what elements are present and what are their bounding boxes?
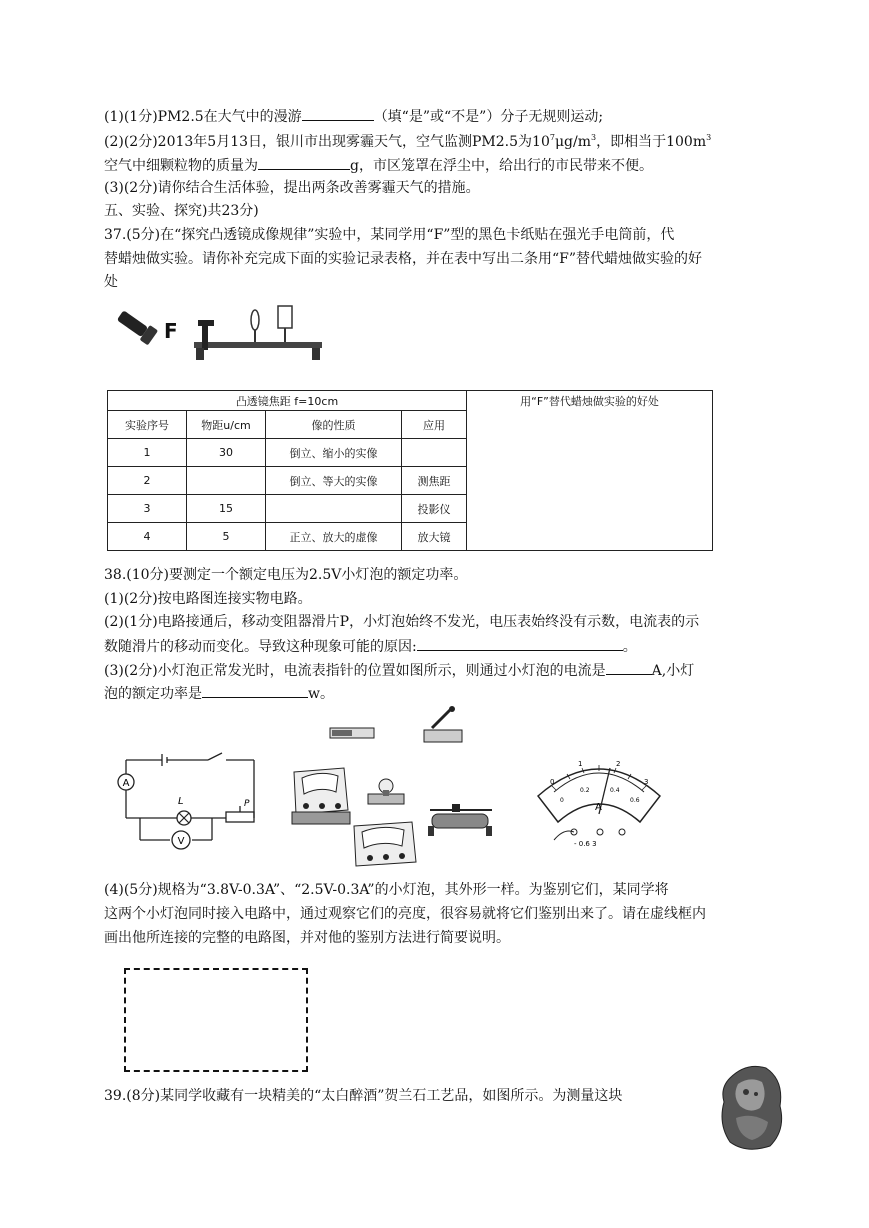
lamp-symbol — [177, 796, 191, 825]
q37-line1: 37.(5分)在“探究凸透镜成像规律”实验中，某同学用“F”型的黑色卡纸贴在强光手电筒前，代 — [104, 227, 675, 243]
column-header: 实验序号 — [108, 411, 187, 439]
flashlight-icon — [115, 308, 158, 346]
bench-icon — [194, 306, 322, 360]
ammeter-symbol — [118, 774, 134, 790]
answer-blank[interactable] — [202, 683, 308, 698]
q38-part4-line2: 这两个小灯泡同时接入电路中，通过观察它们的亮度，很容易就将它们鉴别出来了。请在虚线框内 — [104, 906, 706, 922]
section-heading: 五、实验、探究)共23分) — [104, 203, 259, 219]
q36-part1: (1)(1分)PM2.5在大气中的漫游 （填“是”或“不是”）分子无规则运动; — [104, 106, 603, 127]
slider-label: P — [244, 799, 250, 809]
table-row: 4 5 正立、放大的虚像 放大镜 — [108, 523, 713, 551]
column-header: 物距u/cm — [187, 411, 266, 439]
svg-text:0: 0 — [560, 797, 564, 804]
table-title: 凸透镜焦距 f=10cm — [108, 391, 467, 411]
svg-text:3: 3 — [644, 778, 649, 786]
terminals-icon — [554, 829, 625, 840]
lamp-holder-icon — [368, 779, 404, 804]
q38-part3-line1: (3)(2分)小灯泡正常发光时，电流表指针的位置如图所示，则通过小灯泡的电流是 A,小灯 — [104, 660, 694, 681]
q36-part2-cont: 空气中细颗粒物的质量为 g，市区笼罩在浮尘中，给出行的市民带来不便。 — [104, 155, 653, 176]
voltmeter-device-icon — [354, 822, 416, 866]
battery-icon — [330, 728, 374, 738]
svg-text:0.6: 0.6 — [630, 797, 640, 804]
q38-part2-line1: (2)(1分)电路接通后，移动变阻器滑片P，小灯泡始终不发光，电压表始终没有示数，电流表的示 — [104, 614, 700, 630]
answer-blank[interactable] — [417, 636, 623, 651]
optical-bench-figure — [112, 298, 327, 364]
svg-text:V: V — [177, 836, 185, 847]
q37-line3: 处 — [104, 274, 118, 290]
switch-icon — [424, 706, 462, 742]
advantage-header: 用“F”替代蜡烛做实验的好处 — [520, 395, 659, 408]
f-letter: F — [164, 319, 178, 343]
q38-part1: (1)(2分)按电路图连接实物电路。 — [104, 591, 312, 607]
answer-blank[interactable] — [302, 106, 374, 121]
q38-part4-line3: 画出他所连接的完整的电路图，并对他的鉴别方法进行简要说明。 — [104, 930, 510, 946]
q38-part2-line2: 数随滑片的移动而变化。导致这种现象可能的原因: 。 — [104, 636, 637, 657]
answer-blank[interactable] — [258, 155, 350, 170]
q38-part3-line2: 泡的额定功率是 w。 — [104, 683, 334, 704]
table-row: 3 15 投影仪 — [108, 495, 713, 523]
table-row: 2 倒立、等大的实像 测焦距 — [108, 467, 713, 495]
column-header: 应用 — [402, 411, 467, 439]
q38-part4-line1: (4)(5分)规格为“3.8V-0.3A”、“2.5V-0.3A”的小灯泡，其外形一样。为鉴别它们，某同学将 — [104, 882, 669, 898]
advantage-cell[interactable] — [467, 391, 713, 551]
table-row: 1 30 倒立、缩小的实像 — [108, 439, 713, 467]
stone-artwork-figure — [716, 1060, 788, 1152]
svg-text:0: 0 — [550, 778, 555, 786]
drawing-box[interactable] — [124, 968, 308, 1072]
svg-text:1: 1 — [578, 760, 583, 768]
svg-text:0.2: 0.2 — [580, 787, 590, 794]
q39-line1: 39.(8分)某同学收藏有一块精美的“太白醉酒”贺兰石工艺品，如图所示。为测量这块 — [104, 1088, 623, 1104]
apparatus-figure — [282, 702, 502, 870]
q38-line1: 38.(10分)要测定一个额定电压为2.5V小灯泡的额定功率。 — [104, 567, 468, 583]
ammeter-dial-figure — [534, 748, 664, 850]
svg-text:A: A — [122, 778, 130, 789]
q36-part2: (2)(2分)2013年5月13日，银川市出现雾霾天气，空气监测PM2.5为$10^7\mu g/m^3$，即相当于$100m^3$ — [104, 133, 712, 150]
experiment-table — [107, 390, 713, 551]
svg-text:0.4: 0.4 — [610, 787, 620, 794]
circuit-diagram — [114, 748, 264, 850]
svg-text:2: 2 — [616, 760, 621, 768]
answer-blank[interactable] — [606, 660, 652, 675]
dial-unit: A — [595, 802, 602, 813]
ammeter-device-icon — [292, 768, 350, 824]
q37-line2: 替蜡烛做实验。请你补充完成下面的实验记录表格，并在表中写出二条用“F”替代蜡烛做实验的好 — [104, 251, 703, 267]
q36-part3: (3)(2分)请你结合生活体验，提出两条改善雾霾天气的措施。 — [104, 180, 480, 196]
voltmeter-symbol — [172, 831, 190, 849]
rheostat-icon — [428, 804, 492, 836]
terminal-labels: - 0.6 3 — [574, 840, 597, 848]
svg-text:L: L — [178, 796, 184, 807]
column-header: 像的性质 — [266, 411, 402, 439]
